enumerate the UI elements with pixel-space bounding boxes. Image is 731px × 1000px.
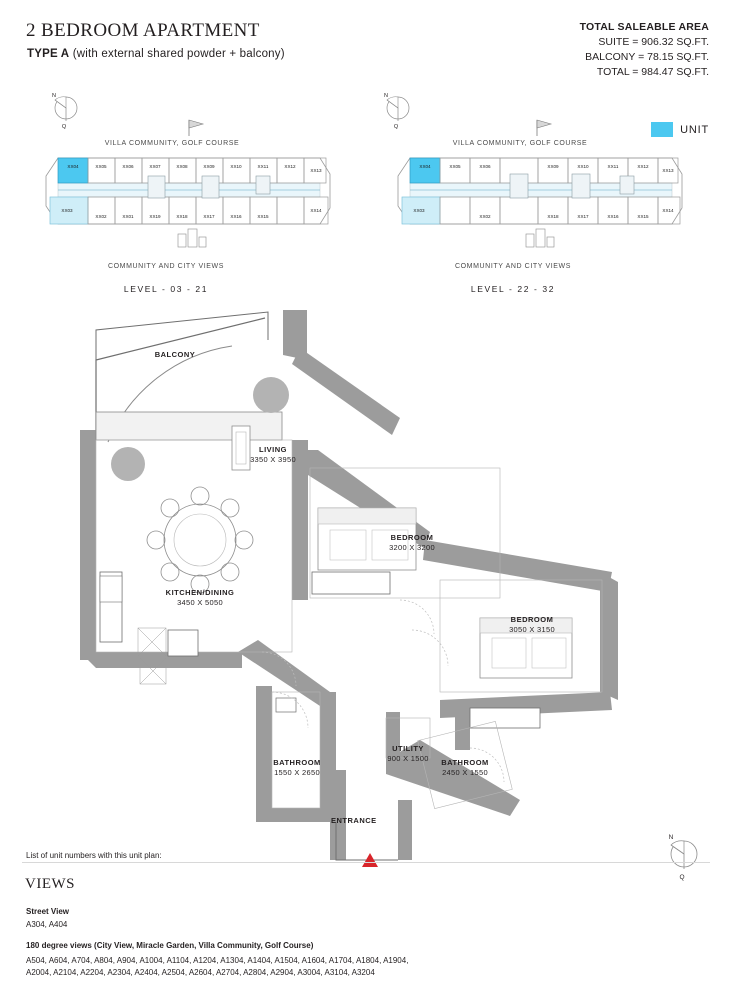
keyplate-right-compass [384,93,409,130]
degree-views-units-line-2: A2004, A2104, A2204, A2304, A2404, A2504, A2604, A2704, A2804, A2904, A3004, A3104, A3204 [26,967,375,977]
room-label-kitchen-dining: KITCHEN/DINING 3450 X 5050 [165,588,235,607]
keyplate-right-building [398,158,682,224]
svg-text:XX16: XX16 [607,214,619,219]
degree-views-label: 180 degree views (City View, Miracle Garden, Villa Community, Golf Course) [26,941,314,950]
area-balcony: BALCONY = 78.15 SQ.FT. [585,51,709,63]
svg-text:XX14: XX14 [310,208,322,213]
room-label-bathroom-2: BATHROOM 2450 X 1550 [441,758,489,777]
community-city-icon-left [178,229,206,247]
svg-text:XX09: XX09 [203,164,215,169]
area-total: TOTAL = 984.47 SQ.FT. [596,66,709,78]
community-city-icon-right [526,229,554,247]
area-suite: SUITE = 906.32 SQ.FT. [598,36,709,48]
svg-text:XX12: XX12 [637,164,649,169]
room-label-utility: UTILITY 900 X 1500 [387,744,429,763]
svg-text:Q: Q [393,124,399,130]
keyplate-right-caption-top: VILLA COMMUNITY, GOLF COURSE [452,140,588,147]
svg-text:XX03: XX03 [61,208,73,213]
room-label-bedroom-1: BEDROOM 3200 X 3200 [389,533,435,552]
area-heading: TOTAL SALEABLE AREA [579,21,709,33]
room-label-entrance: ENTRANCE [331,816,377,825]
svg-text:XX07: XX07 [149,164,161,169]
svg-text:XX13: XX13 [310,168,322,173]
degree-views-units [26,955,686,978]
svg-text:XX14: XX14 [662,208,674,213]
svg-text:XX01: XX01 [122,214,134,219]
keyplate-left-level: LEVEL - 03 - 21 [123,284,209,294]
floor-plan-svg [0,300,731,870]
svg-text:XX02: XX02 [95,214,107,219]
svg-text:XX16: XX16 [230,214,242,219]
views-heading: VIEWS [25,876,75,892]
svg-text:XX15: XX15 [257,214,269,219]
villa-golf-icon-left [189,120,203,136]
svg-text:XX02: XX02 [479,214,491,219]
svg-text:XX11: XX11 [257,164,269,169]
room-label-balcony: BALCONY [154,350,196,359]
svg-text:XX18: XX18 [547,214,559,219]
svg-text:N: N [52,93,56,99]
plan-compass [660,828,710,884]
svg-text:XX10: XX10 [230,164,242,169]
svg-text:XX13: XX13 [662,168,674,173]
keyplate-left-caption-top: VILLA COMMUNITY, GOLF COURSE [104,140,240,147]
keyplate-left-compass [52,93,77,130]
degree-views-units-line-1: A504, A604, A704, A804, A904, A1004, A1104, A1204, A1304, A1404, A1504, A1604, A1704, A1804, A1904, [26,956,409,965]
room-label-living: LIVING 3350 X 3950 [250,445,296,464]
svg-text:XX17: XX17 [203,214,215,219]
total-saleable-area [580,20,709,80]
svg-text:XX08: XX08 [176,164,188,169]
svg-text:XX05: XX05 [95,164,107,169]
page-subtitle [27,48,285,60]
svg-text:XX09: XX09 [547,164,559,169]
apartment-type: TYPE A [27,48,70,60]
unit-list-note: List of unit numbers with this unit plan: [26,851,162,860]
svg-text:XX15: XX15 [637,214,649,219]
keyplate-right-level: LEVEL - 22 - 32 [470,284,556,294]
keyplate-left-caption-bottom: COMMUNITY AND CITY VIEWS [107,263,225,270]
svg-text:Q: Q [679,874,685,881]
footer-divider [22,862,710,863]
villa-golf-icon-right [537,120,551,136]
keyplate-level-22-32 [372,88,702,268]
svg-text:Q: Q [61,124,67,130]
unit-legend-label: UNIT [680,123,709,136]
svg-text:XX03: XX03 [413,208,425,213]
street-view-label: Street View [26,907,69,916]
svg-text:XX12: XX12 [284,164,296,169]
svg-text:XX06: XX06 [479,164,491,169]
svg-text:N: N [668,834,674,841]
svg-text:N: N [384,93,388,99]
apartment-type-note: (with external shared powder + balcony) [72,48,285,60]
keyplate-right-caption-bottom: COMMUNITY AND CITY VIEWS [454,263,572,270]
page-title: 2 BEDROOM APARTMENT [26,20,260,41]
svg-text:XX11: XX11 [607,164,619,169]
svg-text:XX06: XX06 [122,164,134,169]
room-label-bedroom-2: BEDROOM 3050 X 3150 [509,615,555,634]
svg-text:XX10: XX10 [577,164,589,169]
svg-text:XX04: XX04 [419,164,431,169]
svg-text:XX18: XX18 [176,214,188,219]
keyplate-level-03-21 [20,88,350,268]
svg-text:XX19: XX19 [149,214,161,219]
keyplate-left-building [46,158,330,224]
svg-text:XX05: XX05 [449,164,461,169]
street-view-units: A304, A404 [26,920,68,929]
svg-text:XX17: XX17 [577,214,589,219]
svg-text:XX04: XX04 [67,164,79,169]
room-label-bathroom-1: BATHROOM 1550 X 2650 [273,758,321,777]
floor-plan-drawing [0,300,731,870]
